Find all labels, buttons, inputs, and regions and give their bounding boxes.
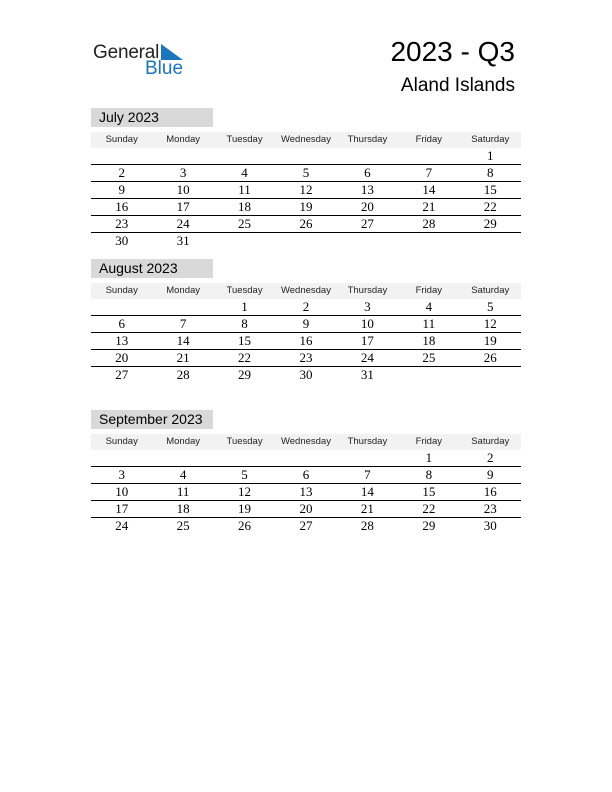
page-title: 2023 - Q3 <box>390 36 515 67</box>
day-cell <box>214 450 275 466</box>
weekday-label: Sunday <box>105 436 138 447</box>
day-cell: 31 <box>360 367 374 382</box>
day-cell: 28 <box>422 216 436 231</box>
day-cell: 13 <box>115 333 129 348</box>
day-cell <box>91 148 152 164</box>
day-cell: 17 <box>360 333 374 348</box>
weekday-label: Thursday <box>347 285 388 296</box>
day-cell: 17 <box>176 199 190 214</box>
day-cell <box>91 450 152 466</box>
week-row <box>91 501 521 518</box>
weekday-label: Tuesday <box>226 436 263 447</box>
day-cell: 12 <box>238 484 252 499</box>
day-cell: 10 <box>360 316 374 331</box>
weekday-label: Friday <box>415 436 443 447</box>
weekday-label: Friday <box>415 285 443 296</box>
day-cell: 19 <box>483 333 497 348</box>
day-cell: 11 <box>176 484 190 499</box>
day-cell: 5 <box>486 299 494 314</box>
country-name: Aland Islands <box>400 75 515 96</box>
day-cell: 19 <box>238 501 252 516</box>
day-cell: 28 <box>360 518 374 533</box>
weekday-label: Thursday <box>347 134 388 145</box>
day-cell: 8 <box>241 316 248 331</box>
day-cell <box>275 233 336 249</box>
day-cell: 9 <box>118 182 125 197</box>
day-cell: 28 <box>176 367 190 382</box>
day-cell: 13 <box>360 182 374 197</box>
month-august <box>91 259 521 383</box>
day-cell: 24 <box>176 216 190 231</box>
brand-name-blue: Blue <box>145 58 184 79</box>
week-row <box>91 518 521 534</box>
day-cell <box>398 148 459 164</box>
day-cell <box>460 233 521 249</box>
month-july <box>91 108 521 249</box>
week-grid <box>91 450 521 534</box>
day-cell: 3 <box>118 467 125 482</box>
day-cell: 22 <box>238 350 252 365</box>
weekday-label: Tuesday <box>226 134 263 145</box>
day-cell: 20 <box>360 199 374 214</box>
day-cell: 26 <box>483 350 497 365</box>
day-cell: 4 <box>241 165 248 180</box>
weekday-label: Saturday <box>471 134 510 145</box>
weekday-label: Sunday <box>105 134 138 145</box>
day-cell <box>214 148 275 164</box>
weekday-label: Monday <box>166 134 201 145</box>
day-cell <box>152 148 213 164</box>
day-cell: 9 <box>302 316 310 331</box>
day-cell: 3 <box>179 165 187 180</box>
day-cell: 4 <box>425 299 433 314</box>
day-cell: 20 <box>115 350 129 365</box>
day-cell: 18 <box>238 199 252 214</box>
day-cell: 26 <box>238 518 252 533</box>
day-cell: 25 <box>238 216 252 231</box>
day-cell: 7 <box>179 316 187 331</box>
day-cell: 2 <box>302 299 310 314</box>
day-cell: 26 <box>299 216 313 231</box>
week-grid <box>91 299 521 383</box>
day-cell: 21 <box>422 199 436 214</box>
day-cell: 14 <box>176 333 190 348</box>
week-row <box>91 367 521 383</box>
weekday-label: Sunday <box>105 285 138 296</box>
weekday-label: Tuesday <box>226 285 263 296</box>
week-row <box>91 233 521 249</box>
day-cell: 18 <box>176 501 190 516</box>
day-cell: 15 <box>483 182 497 197</box>
day-cell: 24 <box>115 518 129 533</box>
day-cell: 13 <box>299 484 313 499</box>
brand-logo <box>93 40 193 80</box>
day-cell: 16 <box>115 199 129 214</box>
day-cell: 24 <box>360 350 374 365</box>
day-cell: 29 <box>483 216 497 231</box>
day-cell: 6 <box>364 165 371 180</box>
day-cell: 6 <box>302 467 310 482</box>
day-cell: 2 <box>118 165 125 180</box>
day-cell: 27 <box>115 367 129 382</box>
day-cell: 11 <box>238 182 251 197</box>
weekday-label: Monday <box>166 285 201 296</box>
week-row <box>91 316 521 333</box>
day-cell <box>337 450 398 466</box>
week-grid <box>91 148 521 249</box>
weekday-label: Monday <box>166 436 201 447</box>
day-cell: 22 <box>422 501 436 516</box>
day-cell: 20 <box>299 501 313 516</box>
day-cell: 16 <box>299 333 313 348</box>
day-cell: 1 <box>425 450 433 465</box>
day-cell: 11 <box>422 316 436 331</box>
week-row <box>91 350 521 367</box>
weekday-header <box>91 434 521 450</box>
day-cell: 8 <box>486 165 494 180</box>
weekday-label: Wednesday <box>280 436 331 447</box>
day-cell: 17 <box>115 501 129 516</box>
day-cell: 30 <box>299 367 313 382</box>
weekday-label: Saturday <box>471 436 510 447</box>
day-cell: 10 <box>176 182 190 197</box>
day-cell: 15 <box>238 333 252 348</box>
day-cell: 10 <box>115 484 129 499</box>
day-cell: 1 <box>241 299 248 314</box>
weekday-header <box>91 283 521 299</box>
weekday-label: Friday <box>415 134 443 145</box>
day-cell: 12 <box>299 182 313 197</box>
day-cell: 6 <box>118 316 125 331</box>
day-cell <box>152 450 213 466</box>
day-cell: 31 <box>176 233 190 248</box>
week-row <box>91 333 521 350</box>
week-row <box>91 148 521 165</box>
day-cell: 7 <box>425 165 433 180</box>
week-row <box>91 299 521 316</box>
month-label: July 2023 <box>91 108 213 127</box>
day-cell: 23 <box>299 350 313 365</box>
weekday-label: Thursday <box>347 436 388 447</box>
week-row <box>91 484 521 501</box>
day-cell: 22 <box>483 199 497 214</box>
day-cell: 15 <box>422 484 436 499</box>
weekday-header <box>91 132 521 148</box>
week-row <box>91 165 521 182</box>
day-cell <box>275 450 336 466</box>
day-cell <box>337 233 398 249</box>
month-september <box>91 410 521 534</box>
week-row <box>91 216 521 233</box>
day-cell: 4 <box>179 467 187 482</box>
month-label: August 2023 <box>91 259 213 278</box>
week-row <box>91 467 521 484</box>
week-row <box>91 199 521 216</box>
day-cell: 12 <box>483 316 497 331</box>
day-cell: 21 <box>176 350 190 365</box>
day-cell: 5 <box>241 467 248 482</box>
day-cell: 27 <box>360 216 374 231</box>
day-cell: 21 <box>360 501 374 516</box>
day-cell: 29 <box>422 518 436 533</box>
day-cell: 30 <box>115 233 129 248</box>
day-cell: 29 <box>238 367 252 382</box>
day-cell <box>398 367 459 383</box>
day-cell: 23 <box>483 501 497 516</box>
day-cell: 7 <box>364 467 371 482</box>
day-cell: 23 <box>115 216 129 231</box>
day-cell: 8 <box>425 467 433 482</box>
day-cell: 25 <box>422 350 436 365</box>
brand-name-general: General <box>93 42 160 63</box>
day-cell <box>337 148 398 164</box>
week-row <box>91 182 521 199</box>
month-label: September 2023 <box>91 410 213 429</box>
day-cell: 25 <box>176 518 190 533</box>
weekday-label: Wednesday <box>280 285 331 296</box>
day-cell <box>275 148 336 164</box>
day-cell: 19 <box>299 199 313 214</box>
day-cell <box>214 233 275 249</box>
week-row <box>91 450 521 467</box>
weekday-label: Saturday <box>471 285 510 296</box>
day-cell: 18 <box>422 333 436 348</box>
day-cell: 30 <box>483 518 497 533</box>
day-cell <box>152 299 213 315</box>
day-cell: 16 <box>483 484 497 499</box>
day-cell: 27 <box>299 518 313 533</box>
day-cell: 14 <box>422 182 436 197</box>
day-cell: 1 <box>486 148 494 163</box>
day-cell: 14 <box>360 484 374 499</box>
day-cell: 9 <box>486 467 494 482</box>
weekday-label: Wednesday <box>280 134 331 145</box>
day-cell: 2 <box>486 450 494 465</box>
day-cell: 3 <box>364 299 371 314</box>
day-cell <box>398 233 459 249</box>
day-cell <box>91 299 152 315</box>
day-cell <box>460 367 521 383</box>
day-cell: 5 <box>302 165 310 180</box>
